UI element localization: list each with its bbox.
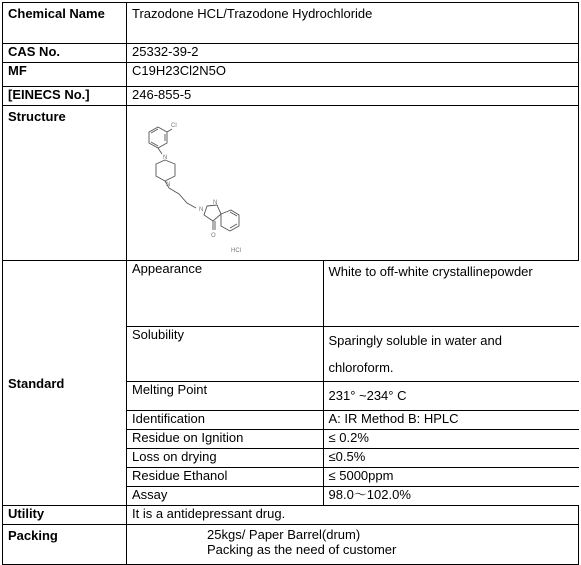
row-packing <box>3 525 579 565</box>
standard-row <box>127 486 579 505</box>
cas-label: CAS No. <box>3 44 127 63</box>
standard-item-value: ≤0.5% <box>323 448 579 467</box>
standard-table <box>127 261 579 505</box>
standard-row <box>127 381 579 410</box>
standard-item-name: Assay <box>127 486 323 505</box>
utility-label: Utility <box>3 506 127 525</box>
atom-n1: N <box>163 155 168 161</box>
standard-item-value: 231° ~234° C <box>323 381 579 410</box>
standard-row <box>127 429 579 448</box>
standard-item-name: Solubility <box>127 326 323 381</box>
standard-item-value: ≤ 5000ppm <box>323 467 579 486</box>
mf-label: MF <box>3 63 127 87</box>
solubility-line-1: Sparingly soluble in water and <box>328 332 502 348</box>
packing-line-1: 25kgs/ Paper Barrel(drum) <box>207 527 361 542</box>
standard-item-name: Appearance <box>127 261 323 326</box>
standard-row <box>127 467 579 486</box>
standard-item-name: Residue Ethanol <box>127 467 323 486</box>
spec-table <box>2 2 579 565</box>
standard-item-name: Residue on Ignition <box>127 429 323 448</box>
atom-cl: Cl <box>171 123 177 129</box>
row-utility <box>3 506 579 525</box>
standard-item-name: Identification <box>127 410 323 429</box>
row-mf <box>3 63 579 87</box>
standard-item-value: White to off-white crystallinepowder <box>323 261 579 326</box>
structure-cell <box>127 106 579 261</box>
row-chemical-name <box>3 3 579 44</box>
chemical-name-label: Chemical Name <box>3 3 127 44</box>
row-standard <box>3 261 579 506</box>
standard-cell <box>127 261 579 506</box>
packing-label: Packing <box>3 525 127 565</box>
atom-o: O <box>211 233 216 239</box>
utility-value: It is a antidepressant drug. <box>127 506 579 525</box>
standard-item-value <box>323 326 579 381</box>
row-cas <box>3 44 579 63</box>
standard-item-name: Melting Point <box>127 381 323 410</box>
structure-image <box>139 110 299 258</box>
standard-item-value: ≤ 0.2% <box>323 429 579 448</box>
standard-label: Standard <box>3 261 127 506</box>
mf-value: C19H23Cl2N5O <box>127 63 579 87</box>
packing-line-2: Packing as the need of customer <box>207 542 397 557</box>
standard-item-value: A: IR Method B: HPLC <box>323 410 579 429</box>
einecs-label: [EINECS No.] <box>3 87 127 106</box>
row-structure <box>3 106 579 261</box>
standard-row <box>127 410 579 429</box>
row-einecs <box>3 87 579 106</box>
atom-hcl: HCl <box>231 248 241 254</box>
atom-n4: N <box>213 200 218 206</box>
chemical-name-value: Trazodone HCL/Trazodone Hydrochloride <box>127 3 579 44</box>
structure-label: Structure <box>3 106 127 261</box>
standard-row <box>127 448 579 467</box>
standard-row <box>127 261 579 326</box>
standard-item-value: 98.0～102.0% <box>323 486 579 505</box>
packing-value <box>127 525 579 565</box>
atom-n3: N <box>199 207 204 213</box>
standard-item-name: Loss on drying <box>127 448 323 467</box>
cas-value: 25332-39-2 <box>127 44 579 63</box>
solubility-line-2: chloroform. <box>328 359 394 375</box>
standard-row <box>127 326 579 381</box>
einecs-value: 246-855-5 <box>127 87 579 106</box>
atom-n2: N <box>166 182 171 188</box>
